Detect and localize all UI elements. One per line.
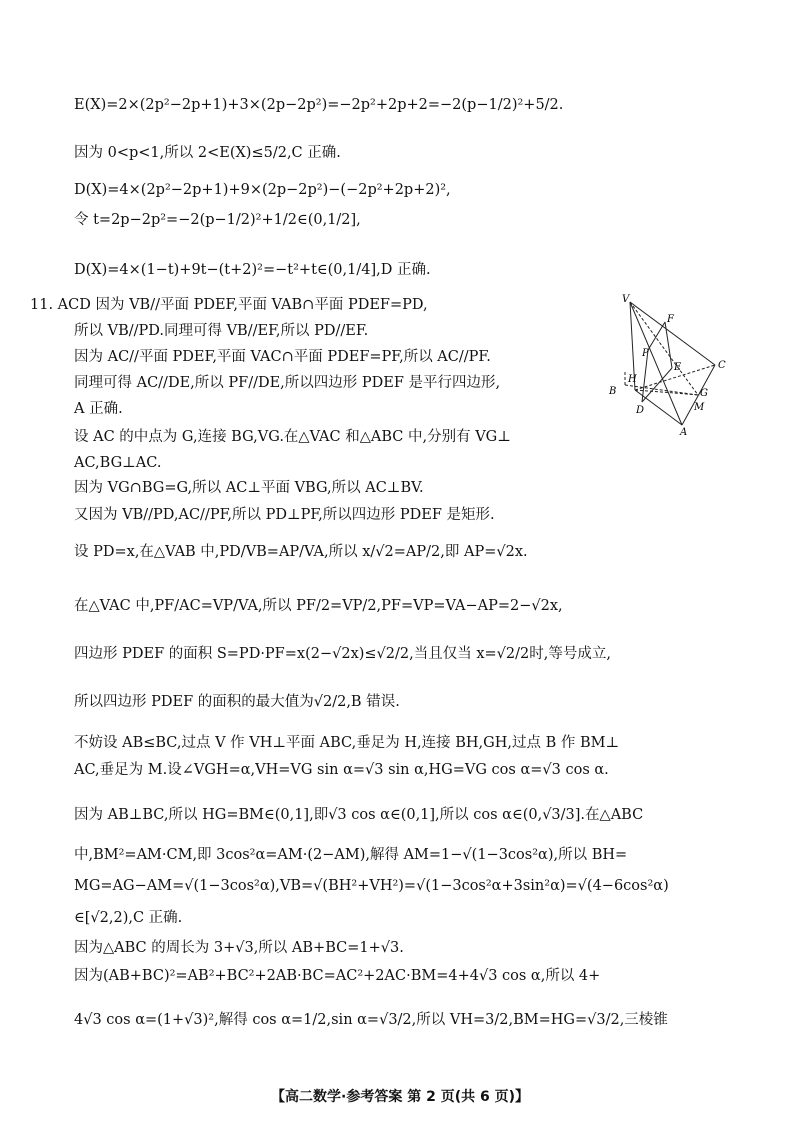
label-f: F	[667, 314, 674, 325]
text-line: 同理可得 AC//DE,所以 PF//DE,所以四边形 PDEF 是平行四边形,	[74, 375, 501, 391]
text-line: D(X)=4×(1−t)+9t−(t+2)²=−t²+t∈(0,1/4],D 正确.	[74, 262, 431, 278]
page-footer: 【高二数学·参考答案 第 2 页(共 6 页)】	[271, 1089, 529, 1105]
pyramid-figure	[600, 290, 740, 440]
text-line: 因为△ABC 的周长为 3+√3,所以 AB+BC=1+√3.	[74, 940, 404, 956]
text-line: ∈[√2,2),C 正确.	[74, 910, 183, 926]
text-line: 设 PD=x,在△VAB 中,PD/VB=AP/VA,所以 x/√2=AP/2,即 AP=√2x.	[74, 544, 528, 560]
label-a: A	[680, 427, 688, 438]
label-h: H	[628, 374, 637, 385]
text-line: 不妨设 AB≤BC,过点 V 作 VH⊥平面 ABC,垂足为 H,连接 BH,GH,过点 B 作 BM⊥	[74, 735, 620, 751]
text-line: AC,垂足为 M.设∠VGH=α,VH=VG sin α=√3 sin α,HG=VG cos α=√3 cos α.	[74, 762, 609, 778]
text-line: E(X)=2×(2p²−2p+1)+3×(2p−2p²)=−2p²+2p+2=−2(p−1/2)²+5/2.	[74, 97, 564, 113]
text-line: 因为 AB⊥BC,所以 HG=BM∈(0,1],即√3 cos α∈(0,1],所以 cos α∈(0,√3/3].在△ABC	[74, 807, 644, 823]
text-line: 四边形 PDEF 的面积 S=PD·PF=x(2−√2x)≤√2/2,当且仅当 x=√2/2时,等号成立,	[74, 646, 611, 662]
text-line: A 正确.	[74, 401, 123, 417]
text-line: AC,BG⊥AC.	[74, 455, 162, 471]
label-b: B	[609, 386, 617, 397]
text-line: 11. ACD 因为 VB//平面 PDEF,平面 VAB∩平面 PDEF=PD,	[30, 297, 428, 313]
label-d: D	[636, 405, 645, 416]
text-line: 因为 0<p<1,所以 2<E(X)≤5/2,C 正确.	[74, 145, 341, 161]
text-line: 所以四边形 PDEF 的面积的最大值为√2/2,B 错误.	[74, 694, 400, 710]
label-p: P	[642, 348, 649, 359]
text-line: 因为 VG∩BG=G,所以 AC⊥平面 VBG,所以 AC⊥BV.	[74, 480, 424, 496]
text-line: MG=AG−AM=√(1−3cos²α),VB=√(BH²+VH²)=√(1−3cos²α+3sin²α)=√(4−6cos²α)	[74, 878, 669, 894]
text-line: 4√3 cos α=(1+√3)²,解得 cos α=1/2,sin α=√3/2,所以 VH=3/2,BM=HG=√3/2,三棱锥	[74, 1012, 668, 1028]
text-line: 令 t=2p−2p²=−2(p−1/2)²+1/2∈(0,1/2],	[74, 212, 361, 228]
text-line: D(X)=4×(2p²−2p+1)+9×(2p−2p²)−(−2p²+2p+2)²,	[74, 182, 451, 198]
text-line: 中,BM²=AM·CM,即 3cos²α=AM·(2−AM),解得 AM=1−√(1−3cos²α),所以 BH=	[74, 847, 628, 863]
text-line: 所以 VB//PD.同理可得 VB//EF,所以 PD//EF.	[74, 323, 369, 339]
text-line: 设 AC 的中点为 G,连接 BG,VG.在△VAC 和△ABC 中,分别有 VG⊥	[74, 429, 511, 445]
text-line: 又因为 VB//PD,AC//PF,所以 PD⊥PF,所以四边形 PDEF 是矩形.	[74, 507, 495, 523]
label-g: G	[700, 388, 708, 399]
label-m: M	[694, 402, 705, 413]
text-line: 因为(AB+BC)²=AB²+BC²+2AB·BC=AC²+2AC·BM=4+4√3 cos α,所以 4+	[74, 968, 601, 984]
label-c: C	[718, 360, 726, 371]
label-v: V	[622, 294, 630, 305]
text-line: 因为 AC//平面 PDEF,平面 VAC∩平面 PDEF=PF,所以 AC//PF.	[74, 349, 491, 365]
text-line: 在△VAC 中,PF/AC=VP/VA,所以 PF/2=VP/2,PF=VP=VA−AP=2−√2x,	[74, 598, 563, 614]
label-e: E	[674, 362, 682, 373]
